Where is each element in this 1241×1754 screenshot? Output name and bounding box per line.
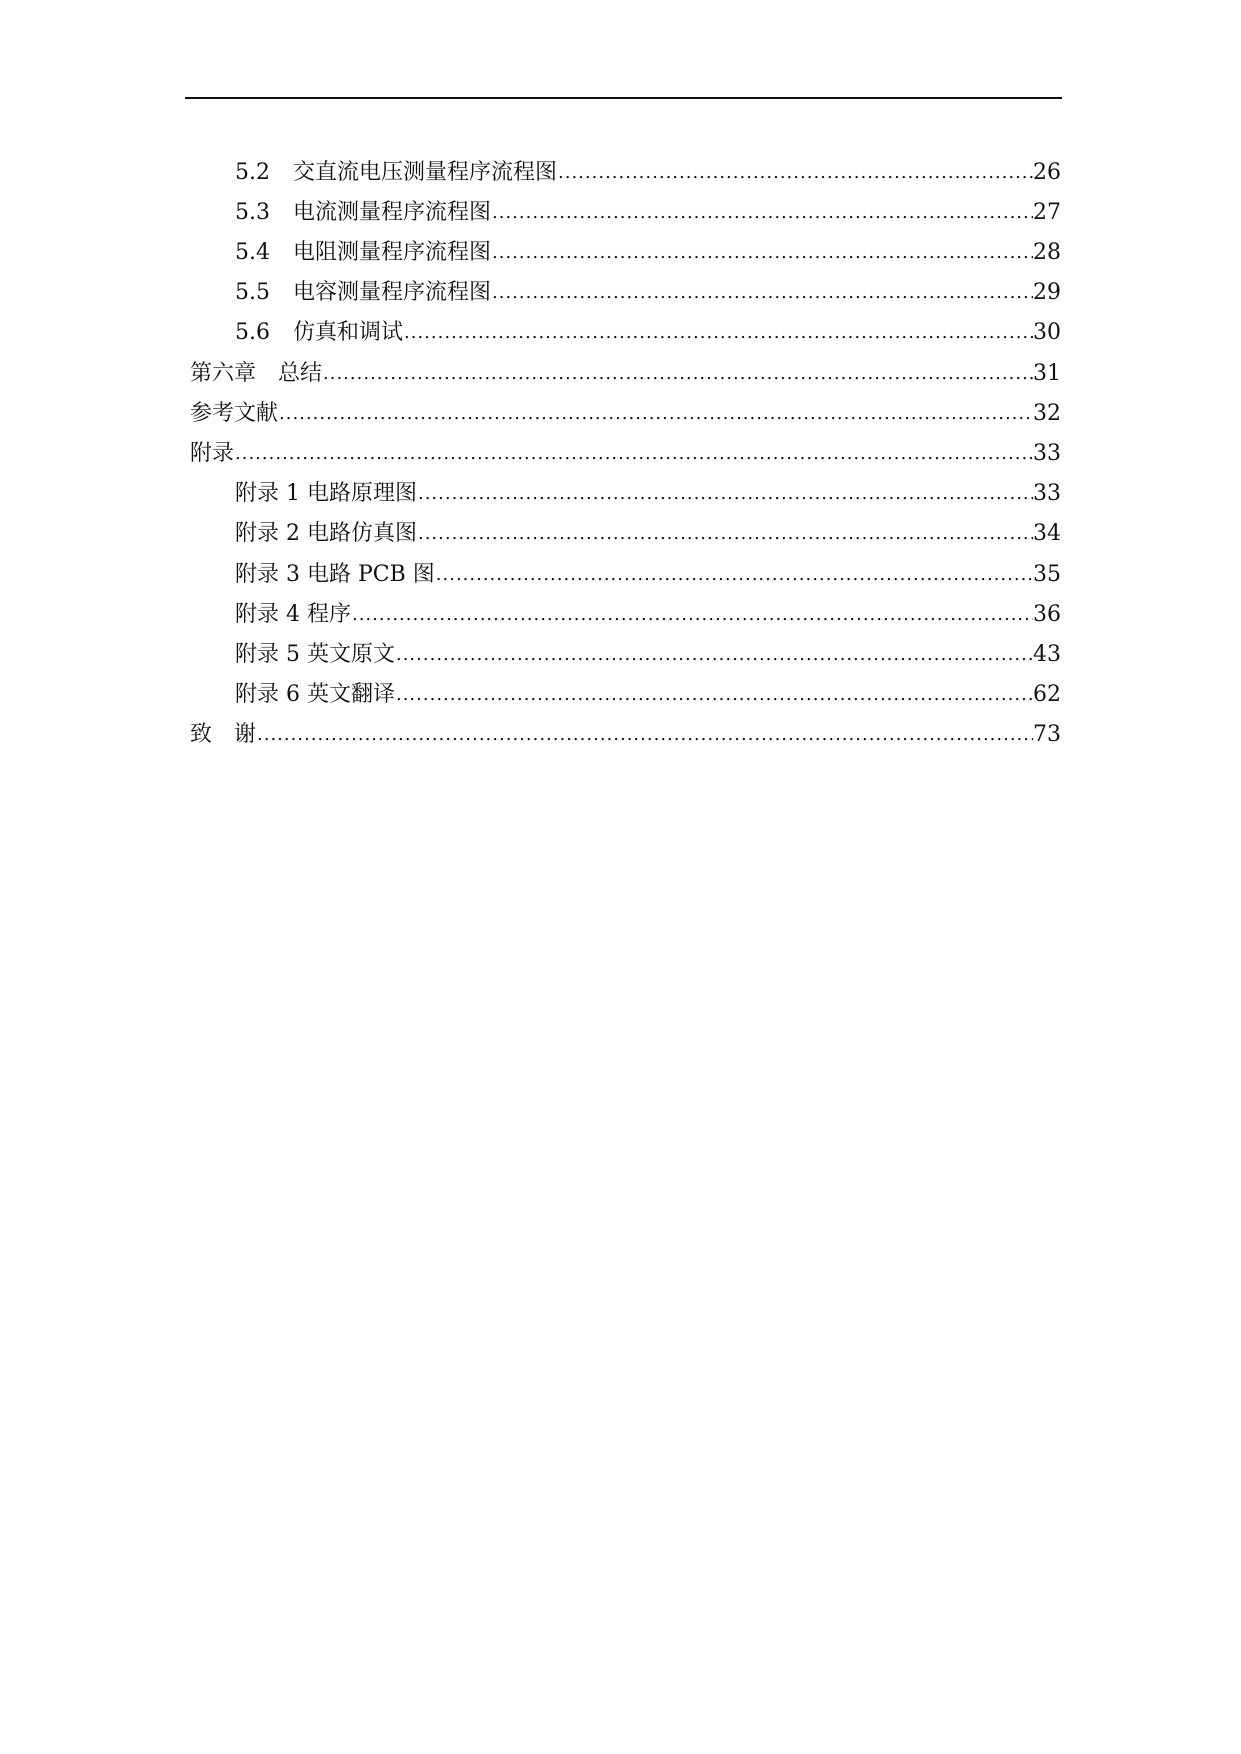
toc-leader-dots <box>256 722 1033 748</box>
toc-leader-dots <box>491 240 1033 266</box>
toc-leader-dots <box>351 602 1033 628</box>
toc-entry-title: 电阻测量程序流程图 <box>293 240 492 265</box>
toc-entry-page: 43 <box>1033 642 1061 667</box>
toc-entry[interactable] <box>235 668 1061 708</box>
toc-entry-page: 33 <box>1033 441 1061 466</box>
toc-entry[interactable] <box>235 186 1061 226</box>
toc-entry[interactable] <box>235 146 1061 186</box>
toc-entry[interactable] <box>190 427 1061 467</box>
toc-entry-number: 5.4 <box>235 240 270 265</box>
toc-entry-page: 73 <box>1033 722 1061 747</box>
toc-entry-page: 27 <box>1033 200 1061 225</box>
toc-entry-title: 第六章 总结 <box>190 361 323 386</box>
toc-entry-page: 28 <box>1033 240 1061 265</box>
toc-leader-dots <box>278 401 1033 427</box>
toc-entry[interactable] <box>190 347 1061 387</box>
toc-entry-title: 附录 2 电路仿真图 <box>235 521 417 546</box>
toc-entry[interactable] <box>235 548 1061 588</box>
toc-entry-title: 参考文献 <box>190 401 279 426</box>
toc-entry-page: 36 <box>1033 602 1061 627</box>
toc-entry-number: 5.2 <box>235 160 270 185</box>
toc-entry-title: 附录 4 程序 <box>235 602 351 627</box>
toc-entry-page: 33 <box>1033 481 1061 506</box>
toc-entry[interactable] <box>235 306 1061 346</box>
toc-entry-page: 26 <box>1033 160 1061 185</box>
toc-leader-dots <box>234 441 1033 467</box>
toc-leader-dots <box>417 481 1033 507</box>
toc-entry[interactable] <box>190 387 1061 427</box>
toc-entry-page: 34 <box>1033 521 1061 546</box>
toc-entry-title: 仿真和调试 <box>293 320 404 345</box>
toc-entry-page: 62 <box>1033 682 1061 707</box>
toc-entry-page: 35 <box>1033 562 1061 587</box>
toc-entry[interactable] <box>235 588 1061 628</box>
toc-entry-page: 30 <box>1033 320 1061 345</box>
toc-leader-dots <box>395 682 1033 708</box>
toc-entry[interactable] <box>235 628 1061 668</box>
toc-leader-dots <box>557 160 1033 186</box>
toc-entry[interactable] <box>235 226 1061 266</box>
toc-leader-dots <box>491 280 1033 306</box>
toc-entry-title: 致 谢 <box>190 722 257 747</box>
toc-entry-title: 电流测量程序流程图 <box>293 200 492 225</box>
toc-entry[interactable] <box>235 507 1061 547</box>
toc-leader-dots <box>417 521 1033 547</box>
toc-entry-title: 附录 1 电路原理图 <box>235 481 417 506</box>
toc-leader-dots <box>403 320 1033 346</box>
toc-entry-title: 附录 3 电路 PCB 图 <box>235 562 435 587</box>
toc-entry[interactable] <box>190 708 1061 748</box>
toc-leader-dots <box>435 562 1033 588</box>
toc-entry[interactable] <box>235 266 1061 306</box>
toc-entry[interactable] <box>235 467 1061 507</box>
toc-entry-title: 交直流电压测量程序流程图 <box>293 160 558 185</box>
toc-entry-page: 29 <box>1033 280 1061 305</box>
toc-entry-number: 5.6 <box>235 320 270 345</box>
toc-entry-title: 附录 <box>190 441 235 466</box>
toc-entry-page: 32 <box>1033 401 1061 426</box>
toc-entry-title: 电容测量程序流程图 <box>293 280 492 305</box>
toc-leader-dots <box>491 200 1033 226</box>
toc-leader-dots <box>395 642 1033 668</box>
toc-entry-number: 5.3 <box>235 200 270 225</box>
toc-leader-dots <box>322 361 1033 387</box>
toc-entry-number: 5.5 <box>235 280 270 305</box>
toc-entry-page: 31 <box>1033 361 1061 386</box>
toc-entry-title: 附录 5 英文原文 <box>235 642 395 667</box>
toc-entry-title: 附录 6 英文翻译 <box>235 682 395 707</box>
